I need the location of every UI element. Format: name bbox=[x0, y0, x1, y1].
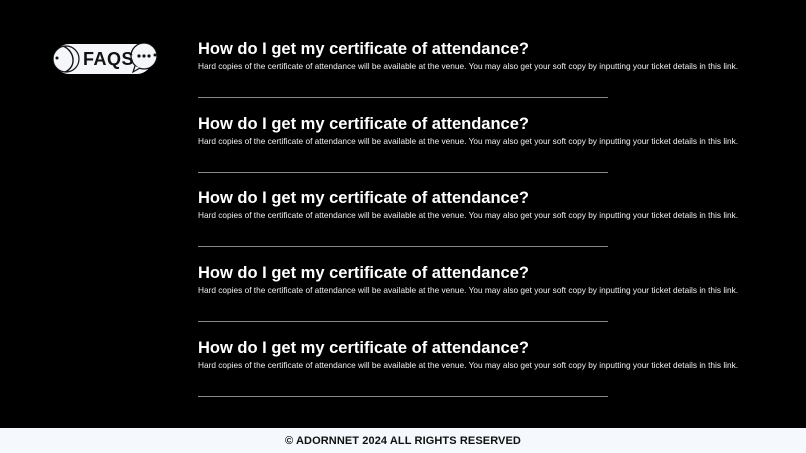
faq-answer: Hard copies of the certificate of attendance will be available at the venue. You may also get your soft copy by inputting your ticket details in this link. bbox=[198, 135, 739, 146]
faq-divider bbox=[198, 321, 608, 322]
faq-item bbox=[198, 264, 758, 339]
faq-question[interactable]: How do I get my certificate of attendance? bbox=[198, 40, 529, 58]
faq-divider bbox=[198, 396, 608, 397]
copyright-text: © ADORNNET 2024 ALL RIGHTS RESERVED bbox=[285, 434, 521, 447]
logo-label: FAQS bbox=[83, 49, 135, 69]
faqs-logo bbox=[53, 41, 159, 77]
faq-question[interactable]: How do I get my certificate of attendance? bbox=[198, 189, 529, 208]
footer bbox=[0, 428, 806, 453]
faq-divider bbox=[198, 172, 608, 173]
faq-item bbox=[198, 189, 758, 264]
faq-answer: Hard copies of the certificate of attendance will be available at the venue. You may also get your soft copy by inputting your ticket details in this link. bbox=[198, 359, 739, 370]
faq-list bbox=[198, 40, 758, 413]
faq-answer: Hard copies of the certificate of attendance will be available at the venue. You may also get your soft copy by inputting your ticket details in this link. bbox=[198, 210, 739, 221]
faq-divider bbox=[198, 246, 608, 247]
faq-item bbox=[198, 339, 758, 414]
faq-answer: Hard copies of the certificate of attendance will be available at the venue. You may also get your soft copy by inputting your ticket details in this link. bbox=[198, 61, 739, 71]
faq-question[interactable]: How do I get my certificate of attendance? bbox=[198, 264, 529, 283]
faq-item bbox=[198, 40, 758, 115]
faq-question[interactable]: How do I get my certificate of attendance? bbox=[198, 338, 529, 357]
faq-question[interactable]: How do I get my certificate of attendance? bbox=[198, 114, 529, 133]
faq-item bbox=[198, 115, 758, 190]
faq-answer: Hard copies of the certificate of attendance will be available at the venue. You may also get your soft copy by inputting your ticket details in this link. bbox=[198, 285, 739, 296]
faq-divider bbox=[198, 97, 608, 98]
